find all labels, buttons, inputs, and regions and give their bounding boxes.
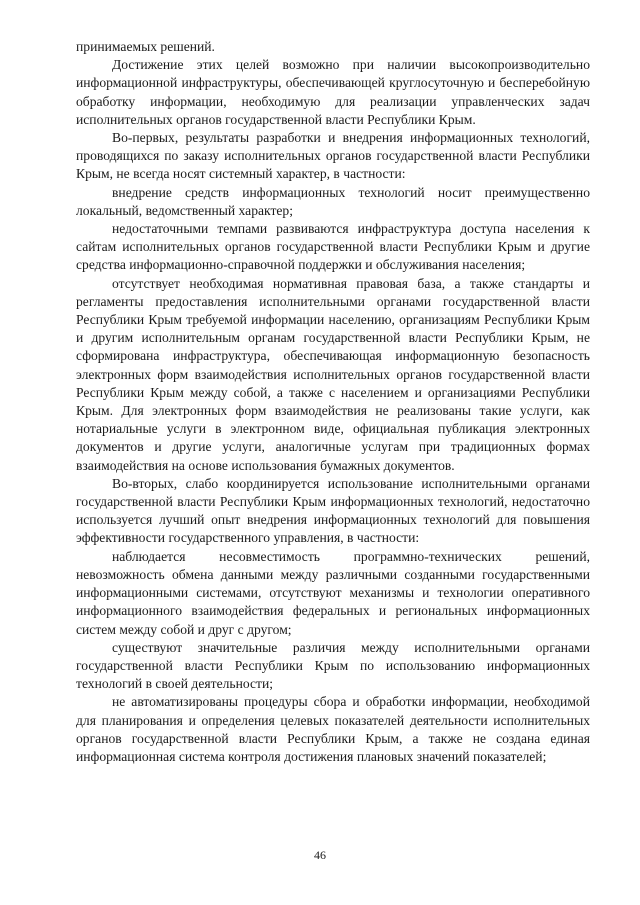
list-item: не автоматизированы процедуры сбора и обработки информации, необходимой для планирования и определения целевых показателей деятельности исполнительных органов государственной власти Республики Крым, а также не создана единая информационная система контроля достижения плановых значений показателей; <box>76 694 590 764</box>
body-text <box>76 38 590 766</box>
page-number: 46 <box>314 848 326 862</box>
list-item: существуют значительные различия между исполнительными органами государственной власти Республики Крым по использованию информационных технологий в своей деятельности; <box>76 639 590 692</box>
paragraph: Во-первых, результаты разработки и внедрения информационных технологий, проводящихся по заказу исполнительных органов государственной власти Республики Крым, не всегда носят системный характер, в частности: <box>76 130 590 182</box>
paragraph: Достижение этих целей возможно при наличии высокопроизводительно информационной инфраструктуры, обеспечивающей круглосуточную и бесперебойную обработку информации, необходимую для реализации управленческих задач исполнительных органов государственной власти Республики Крым. <box>76 57 590 127</box>
list-item: отсутствует необходимая нормативная правовая база, а также стандарты и регламенты предоставления исполнительными органами государственной власти Республики Крым требуемой информации населению, организациям Республики Крым и другим исполнительным органам государственной власти Республики Крым, не сформирована инфраструктура, обеспечивающая информационную безопасность электронных форм взаимодействия исполнительных органов государственной власти Республики Крым между собой, а также с населением и организациями Республики Крым. Для электронных форм взаимодействия не реализованы такие услуги, как нотариальные услуги в электронном виде, официальная публикация электронных документов и другие услуги, аналогичные услугам при традиционных формах взаимодействия на основе использования бумажных документов. <box>76 275 590 473</box>
list-item: недостаточными темпами развиваются инфраструктура доступа населения к сайтам исполнительных органов государственной власти Республики Крым и другие средства информационно-справочной поддержки и обслуживания населения; <box>76 221 590 273</box>
list-item: внедрение средств информационных технологий носит преимущественно локальный, ведомственный характер; <box>76 184 590 218</box>
paragraph: принимаемых решений. <box>76 39 215 54</box>
paragraph: Во-вторых, слабо координируется использование исполнительными органами государственной власти Республики Крым информационных технологий, недостаточно используется лучший опыт внедрения информационных технологий для повышения эффективности государственного управления, в частности: <box>76 475 590 546</box>
list-item: наблюдается несовместимость программно-технических решений, невозможность обмена данными между различными созданными государственными информационными системами, отсутствуют механизмы и технологии оперативного информационного взаимодействия федеральных и региональных информационных систем между собой и друг с другом; <box>76 548 590 637</box>
